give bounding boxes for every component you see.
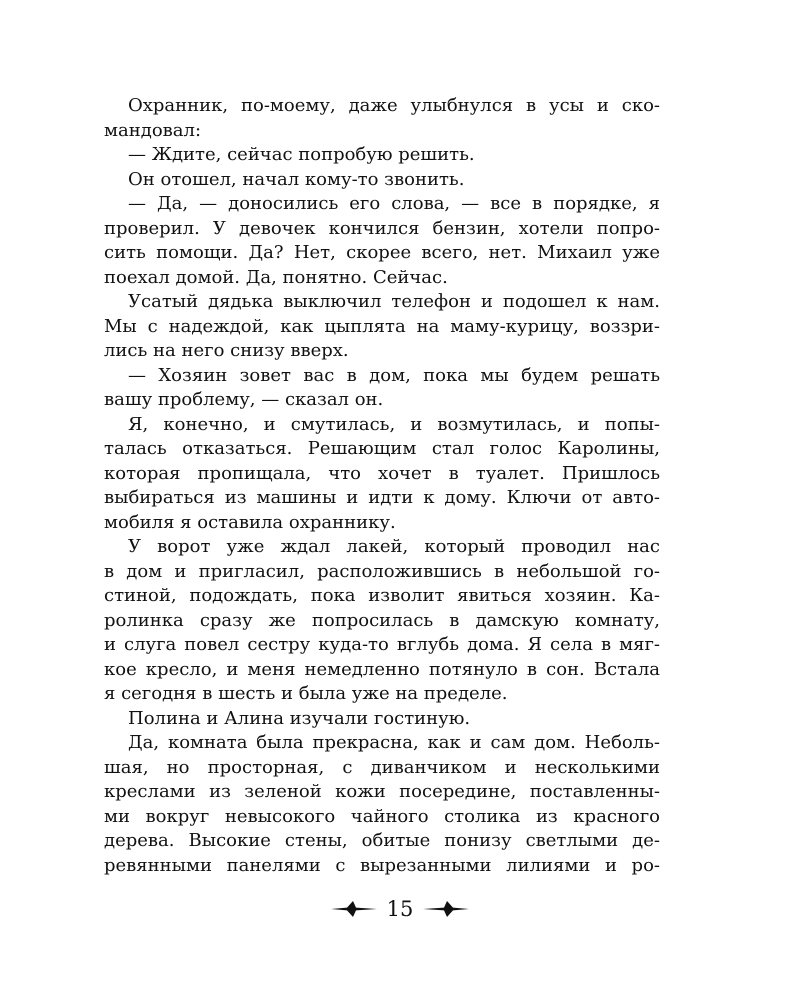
text-line: дерева. Высокие стены, обитые понизу светлыми де-	[104, 830, 660, 851]
page-number: 15	[386, 897, 414, 921]
text-line: Охранник, по-моему, даже улыбнулся в усы и ско-	[128, 95, 660, 116]
text-line: стиной, подождать, пока изволит явиться хозяин. Ка-	[104, 585, 660, 606]
text-line: которая пропищала, что хочет в туалет. Пришлось	[104, 462, 660, 484]
text-line: в дом и пригласил, расположившись в небольшой го-	[104, 560, 660, 582]
text-line: мандовал:	[104, 119, 202, 141]
body-text	[104, 94, 660, 878]
text-line: лись на него снизу вверх.	[104, 340, 349, 361]
text-line: Да, комната была прекрасна, как и сам дом. Неболь-	[128, 732, 660, 753]
text-line: выбираться из машины и идти к дому. Ключи от авто-	[104, 487, 660, 508]
text-line: Полина и Алина изучали гостиную.	[128, 707, 471, 729]
text-line: креслами из зеленой кожи посередине, поставленны-	[104, 781, 660, 802]
text-line: сить помощи. Да? Нет, скорее всего, нет. Михаил уже	[104, 242, 660, 263]
ornament-arrow-left-icon	[423, 900, 469, 918]
text-line: проверил. У девочек кончился бензин, хотели попро-	[104, 217, 660, 239]
text-line: ревянными панелями с вырезанными лилиями и ро-	[104, 854, 660, 876]
text-line: — Хозяин зовет вас в дом, пока мы будем решать	[128, 364, 660, 386]
text-line: талась отказаться. Решающим стал голос Каролины,	[104, 438, 660, 459]
text-line: У ворот уже ждал лакей, который проводил нас	[128, 536, 660, 557]
text-line: Я, конечно, и смутилась, и возмутилась, и попы-	[128, 413, 660, 435]
page-footer	[0, 895, 800, 923]
text-line: ролинка сразу же попросилась в дамскую комнату,	[104, 609, 660, 631]
ornament-arrow-right-icon	[331, 900, 377, 918]
text-line: Он отошел, начал кому-то звонить.	[128, 168, 465, 190]
text-line: я сегодня в шесть и была уже на пределе.	[104, 683, 508, 704]
text-line: ми вокруг невысокого чайного столика из красного	[104, 805, 660, 827]
text-line: Усатый дядька выключил телефон и подошел к нам.	[128, 291, 660, 312]
text-line: — Ждите, сейчас попробую решить.	[128, 144, 475, 165]
text-line: мобиля я оставила охраннику.	[104, 511, 396, 533]
text-line: и слуга повел сестру куда-то вглубь дома. Я села в мяг-	[104, 634, 660, 655]
text-line: Мы с надеждой, как цыплята на маму-курицу, воззри-	[104, 315, 660, 337]
text-line: кое кресло, и меня немедленно потянуло в сон. Встала	[104, 658, 660, 680]
text-line: вашу проблему, — сказал он.	[104, 389, 384, 410]
text-line: — Да, — доносились его слова, — все в порядке, я	[128, 193, 660, 214]
text-line: шая, но просторная, с диванчиком и несколькими	[104, 756, 660, 778]
text-line: поехал домой. Да, понятно. Сейчас.	[104, 266, 448, 288]
